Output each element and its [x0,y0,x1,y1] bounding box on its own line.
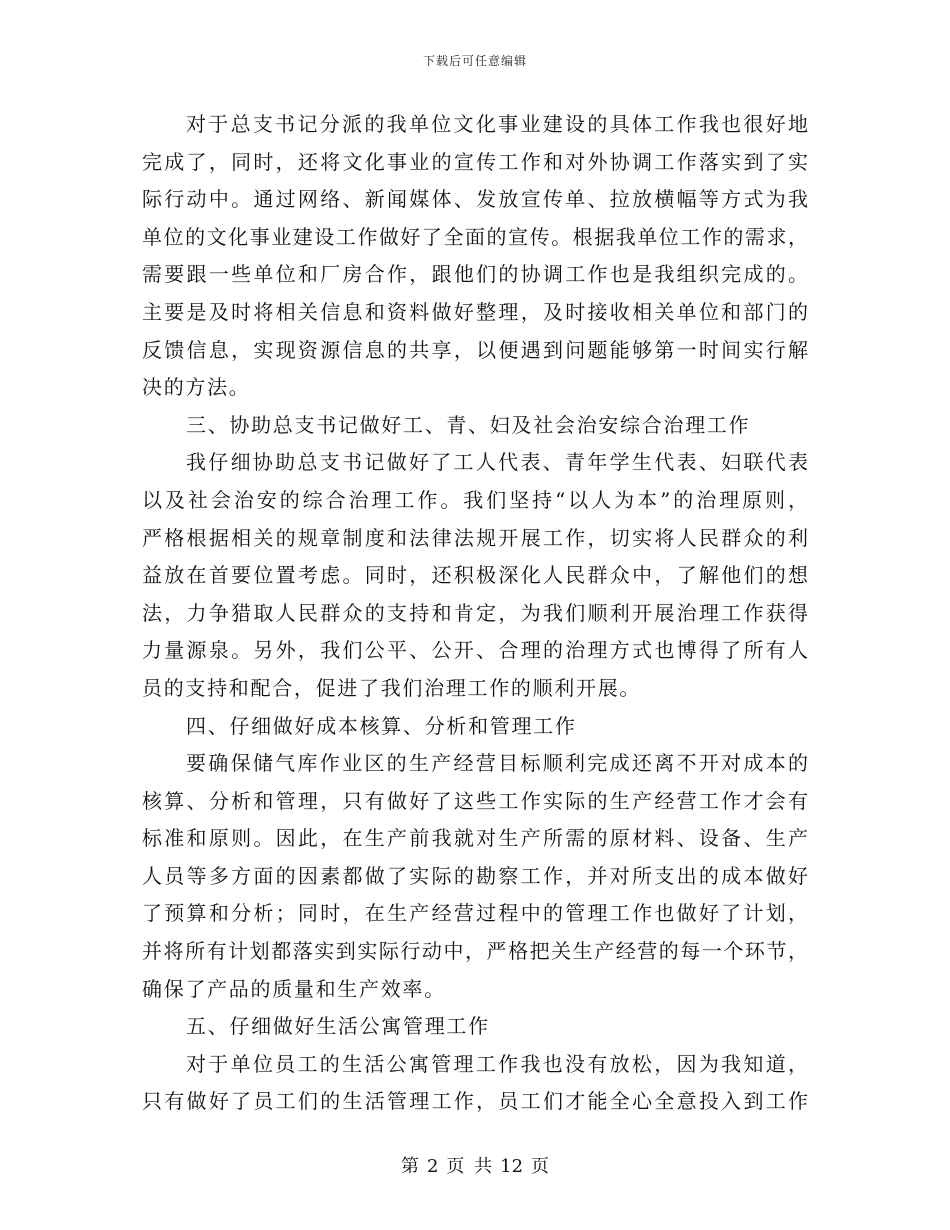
text-line: 我仔细协助总支书记做好了工人代表、青年学生代表、妇联代表 [186,450,808,475]
text-line: 决的方法。 [142,375,251,400]
text-line: 确保了产品的质量和生产效率。 [142,976,446,1001]
text-line: 法，力争猎取人民群众的支持和肯定，为我们顺利开展治理工作获得 [142,600,808,625]
text-line: 严格根据相关的规章制度和法律法规开展工作，切实将人民群众的利 [142,525,808,550]
page-footer [0,1152,950,1178]
text-line: 并将所有计划都落实到实际行动中，严格把关生产经营的每一个环节， [142,939,808,964]
text-line: 五、仔细做好生活公寓管理工作 [186,1014,490,1039]
text-line: 需要跟一些单位和厂房合作，跟他们的协调工作也是我组织完成的。 [142,262,808,287]
text-line: 单位的文化事业建设工作做好了全面的宣传。根据我单位工作的需求， [142,224,808,249]
footer-middle: 页 共 [446,1156,493,1177]
text-line: 力量源泉。另外，我们公平、公开、合理的治理方式也博得了所有人 [142,638,808,663]
text-line: 四、仔细做好成本核算、分析和管理工作 [186,713,577,738]
document-body [142,106,808,1121]
text-line: 标准和原则。因此，在生产前我就对生产所需的原材料、设备、生产 [142,826,808,851]
text-line: 反馈信息，实现资源信息的共享，以便遇到问题能够第一时间实行解 [142,337,808,362]
footer-suffix: 页 [531,1156,550,1177]
text-line: 完成了，同时，还将文化事业的宣传工作和对外协调工作落实到了实 [142,149,808,174]
text-line: 只有做好了员工们的生活管理工作，员工们才能全心全意投入到工作 [142,1089,808,1114]
text-line: 对于总支书记分派的我单位文化事业建设的具体工作我也很好地 [186,112,808,136]
text-line: 主要是及时将相关信息和资料做好整理，及时接收相关单位和部门的 [142,299,808,324]
footer-page-number: 2 [426,1156,439,1177]
text-line: 以及社会治安的综合治理工作。我们坚持“以人为本”的治理原则， [142,487,808,512]
footer-prefix: 第 [400,1156,419,1177]
text-line: 了预算和分析；同时，在生产经营过程中的管理工作也做好了计划， [142,901,808,926]
text-line: 核算、分析和管理，只有做好了这些工作实际的生产经营工作才会有 [142,788,808,813]
text-line: 益放在首要位置考虑。同时，还积极深化人民群众中，了解他们的想 [142,563,808,588]
footer-total-pages: 12 [500,1156,524,1177]
text-line: 要确保储气库作业区的生产经营目标顺利完成还离不开对成本的 [186,751,808,776]
text-line: 三、协助总支书记做好工、青、妇及社会治安综合治理工作 [186,412,751,437]
text-line: 员的支持和配合，促进了我们治理工作的顺利开展。 [142,675,642,700]
text-line: 际行动中。通过网络、新闻媒体、发放宣传单、拉放横幅等方式为我 [142,187,808,212]
page-header: 下载后可任意编辑 [422,54,527,68]
text-line: 人员等多方面的因素都做了实际的勘察工作，并对所支出的成本做好 [142,863,808,888]
text-line: 对于单位员工的生活公寓管理工作我也没有放松，因为我知道， [186,1051,808,1076]
